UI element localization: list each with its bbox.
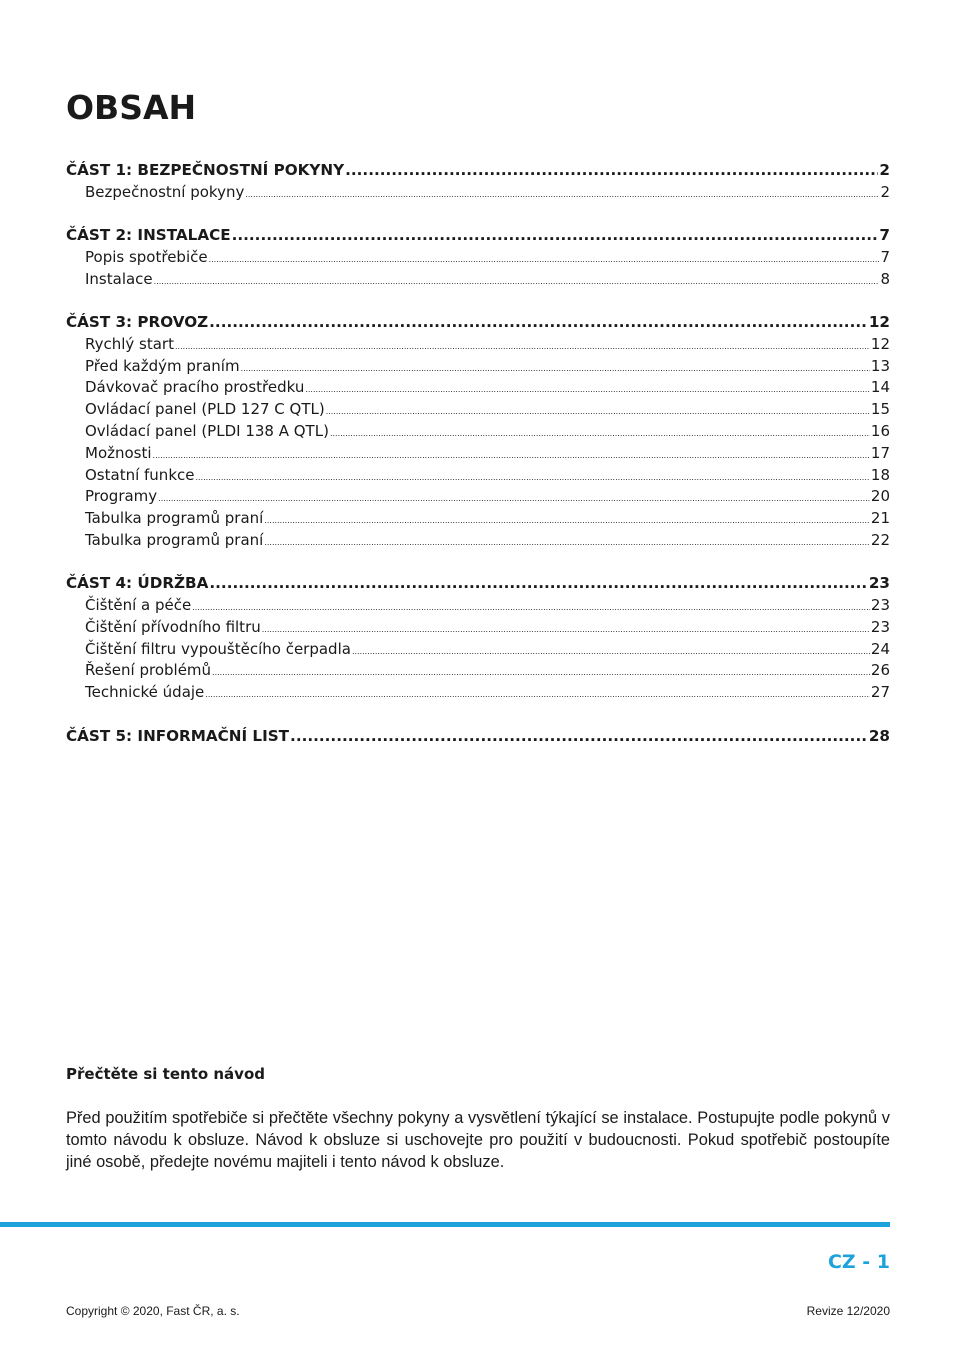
toc-entry-page: 16	[870, 421, 890, 440]
page-title: OBSAH	[66, 88, 197, 127]
toc-section	[66, 225, 890, 290]
toc-entry-page: 23	[870, 596, 890, 615]
dot-leader	[352, 641, 870, 663]
toc-entry-page: 13	[870, 356, 890, 375]
toc-chapter[interactable]	[66, 160, 890, 182]
toc-entry[interactable]	[66, 182, 890, 204]
dot-leader	[241, 358, 870, 380]
toc-chapter[interactable]	[66, 225, 890, 247]
dot-leader	[205, 684, 870, 706]
toc-entry-label: Ostatní funkce	[85, 465, 195, 484]
toc-entry-label: Popis spotřebiče	[85, 247, 208, 266]
note-paragraph: Před použitím spotřebiče si přečtěte všechny pokyny a vysvětlení týkající se instalace. Postupujte podle pokynů v tomto návodu k obsluze. Návod k obsluze si uschovejte pro použití v budoucnosti. Pokud spotřebič postoupíte jiné osobě, předejte novému majiteli i tento návod k obsluze.	[66, 1109, 890, 1171]
toc-entry[interactable]	[66, 334, 890, 356]
toc-entry-label: Bezpečnostní pokyny	[85, 182, 245, 201]
dot-leader	[195, 467, 869, 489]
toc-chapter-label: ČÁST 5: INFORMAČNÍ LIST	[66, 726, 290, 745]
toc-entry-page: 2	[880, 182, 890, 201]
toc-entry-page: 12	[870, 334, 890, 353]
toc-entry-page: 15	[870, 400, 890, 419]
toc-entry-page: 27	[870, 683, 890, 702]
dot-leader	[209, 573, 867, 595]
toc-entry-page: 26	[870, 661, 890, 680]
toc-entry-page: 8	[880, 269, 890, 288]
dot-leader	[209, 312, 868, 334]
dot-leader	[153, 445, 870, 467]
toc-entry-label: Rychlý start	[85, 334, 174, 353]
dot-leader	[154, 271, 880, 293]
toc-entry-label: Programy	[85, 487, 158, 506]
toc-chapter-label: ČÁST 4: ÚDRŽBA	[66, 574, 209, 593]
dot-leader	[232, 225, 879, 247]
toc-section	[66, 312, 890, 552]
toc-chapter-page: 12	[868, 312, 890, 331]
toc-entry-label: Technické údaje	[85, 683, 205, 702]
dot-leader	[245, 184, 879, 206]
toc-entry-label: Dávkovač pracího prostředku	[85, 378, 305, 397]
dot-leader	[326, 401, 870, 423]
toc-entry-label: Instalace	[85, 269, 153, 288]
toc-entry-page: 20	[870, 487, 890, 506]
toc-chapter-label: ČÁST 3: PROVOZ	[66, 312, 209, 331]
toc-chapter-page: 23	[868, 574, 890, 593]
toc-chapter-page: 7	[879, 226, 890, 245]
note-heading: Přečtěte si tento návod	[66, 1065, 265, 1083]
toc-entry-label: Ovládací panel (PLD 127 C QTL)	[85, 400, 325, 419]
dot-leader	[209, 249, 880, 271]
toc-entry-label: Před každým praním	[85, 356, 240, 375]
toc-entry[interactable]	[66, 508, 890, 530]
dot-leader	[212, 662, 870, 684]
toc-entry[interactable]	[66, 682, 890, 704]
dot-leader	[345, 160, 878, 182]
toc-entry-label: Ovládací panel (PLDI 138 A QTL)	[85, 421, 329, 440]
toc-chapter[interactable]	[66, 312, 890, 334]
toc-entry-label: Tabulka programů praní	[85, 530, 264, 549]
toc-entry[interactable]	[66, 443, 890, 465]
toc-entry-page: 7	[880, 247, 890, 266]
revision-text: Revize 12/2020	[806, 1304, 890, 1318]
toc-chapter-page: 2	[879, 161, 890, 179]
toc-entry[interactable]	[66, 617, 890, 639]
dot-leader	[192, 597, 870, 619]
dot-leader	[290, 726, 868, 748]
dot-leader	[158, 488, 870, 510]
toc-chapter[interactable]	[66, 726, 890, 748]
table-of-contents	[66, 160, 890, 769]
copyright-text: Copyright © 2020, Fast ČR, a. s.	[66, 1304, 240, 1318]
toc-entry[interactable]	[66, 530, 890, 552]
toc-entry-label: Řešení problémů	[85, 661, 212, 680]
toc-chapter-label: ČÁST 1: BEZPEČNOSTNÍ POKYNY	[66, 161, 345, 179]
toc-entry[interactable]	[66, 356, 890, 378]
toc-entry-label: Čištění a péče	[85, 596, 192, 615]
toc-entry[interactable]	[66, 660, 890, 682]
toc-entry[interactable]	[66, 421, 890, 443]
toc-entry[interactable]	[66, 639, 890, 661]
toc-entry-label: Tabulka programů praní	[85, 509, 264, 528]
toc-entry-page: 17	[870, 443, 890, 462]
toc-entry-page: 23	[870, 617, 890, 636]
dot-leader	[305, 379, 870, 401]
toc-entry-label: Čištění přívodního filtru	[85, 617, 261, 636]
footer-divider	[0, 1222, 890, 1227]
dot-leader	[264, 510, 870, 532]
toc-entry-page: 21	[870, 509, 890, 528]
toc-entry-page: 22	[870, 530, 890, 549]
toc-section	[66, 160, 890, 204]
dot-leader	[264, 532, 870, 554]
dot-leader	[175, 336, 870, 358]
toc-section	[66, 573, 890, 704]
toc-entry[interactable]	[66, 486, 890, 508]
toc-chapter-label: ČÁST 2: INSTALACE	[66, 226, 231, 245]
toc-entry[interactable]	[66, 247, 890, 269]
dot-leader	[330, 423, 870, 445]
toc-entry-page: 24	[870, 639, 890, 658]
page-number: CZ - 1	[827, 1251, 890, 1273]
dot-leader	[262, 619, 870, 641]
toc-entry[interactable]	[66, 377, 890, 399]
toc-entry[interactable]	[66, 465, 890, 487]
toc-entry[interactable]	[66, 399, 890, 421]
toc-chapter[interactable]	[66, 573, 890, 595]
toc-entry[interactable]	[66, 269, 890, 291]
toc-entry[interactable]	[66, 595, 890, 617]
toc-section	[66, 726, 890, 748]
toc-entry-page: 14	[870, 378, 890, 397]
toc-entry-page: 18	[870, 465, 890, 484]
toc-entry-label: Možnosti	[85, 443, 152, 462]
toc-chapter-page: 28	[868, 726, 890, 745]
toc-entry-label: Čištění filtru vypouštěcího čerpadla	[85, 639, 351, 658]
